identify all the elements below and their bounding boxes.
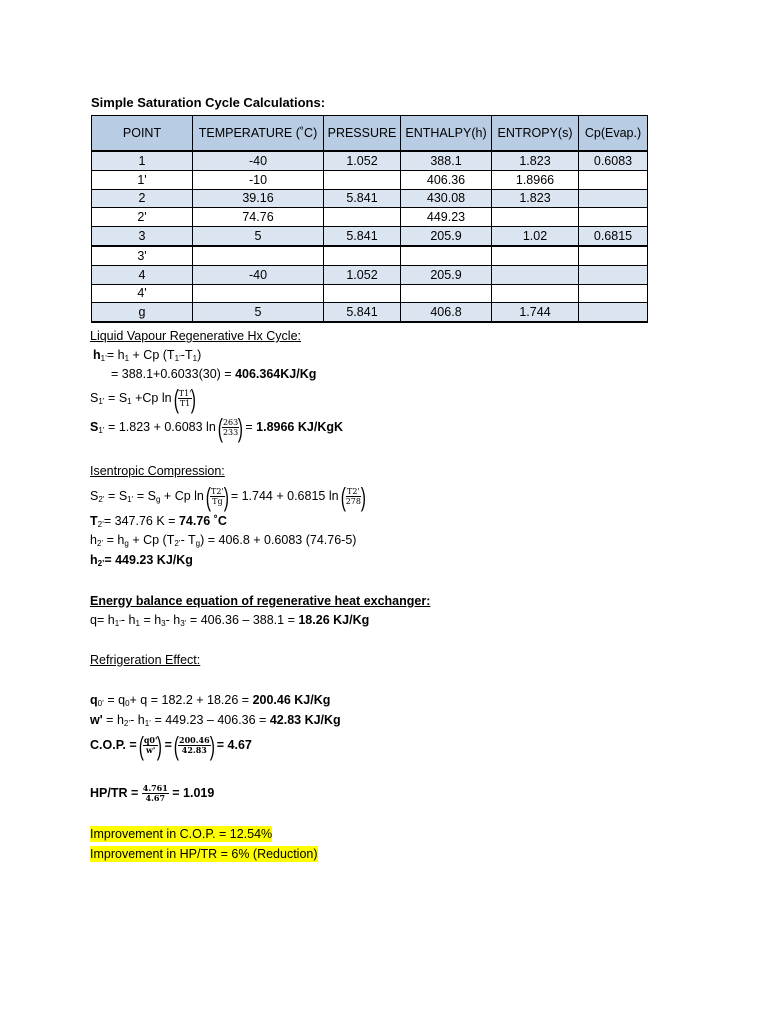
cell-cp-evap	[579, 284, 648, 303]
cell-point: 4'	[92, 284, 193, 303]
cell-entropy: 1.823	[492, 189, 579, 208]
cell-enthalpy: 388.1	[401, 151, 492, 170]
cell-enthalpy	[401, 284, 492, 303]
table-row	[92, 208, 648, 227]
table-row	[92, 284, 648, 303]
cell-point: 3	[92, 227, 193, 246]
lv-heading: Liquid Vapour Regenerative Hx Cycle:	[90, 329, 301, 343]
cell-pressure	[324, 208, 401, 227]
cell-temperature: -40	[193, 265, 324, 284]
col-temperature: TEMPERATURE (˚C)	[193, 116, 324, 152]
col-pressure: PRESSURE	[324, 116, 401, 152]
cell-cp-evap	[579, 208, 648, 227]
cell-temperature: -40	[193, 151, 324, 170]
cell-enthalpy: 205.9	[401, 227, 492, 246]
re-eq-w: $w' = h_{2’}-$ $h_{1’} = 449.23 - 406.36 = 42.83$ KJ/Kg	[90, 713, 341, 728]
cell-temperature: 5	[193, 227, 324, 246]
saturation-cycle-table	[91, 115, 648, 323]
col-cp-evap: Cp(Evap.)	[579, 116, 648, 152]
cell-entropy	[492, 265, 579, 284]
re-heading: Refrigeration Effect:	[90, 653, 201, 667]
cell-point: g	[92, 303, 193, 322]
cell-cp-evap: 0.6815	[579, 227, 648, 246]
table-row	[92, 227, 648, 246]
ic-eq-h2-value: $h_{2’}= 449.23$ KJ/Kg	[90, 553, 193, 568]
cell-pressure	[324, 170, 401, 189]
cell-temperature	[193, 284, 324, 303]
table-row	[92, 246, 648, 265]
cell-enthalpy	[401, 246, 492, 265]
ic-heading: Isentropic Compression:	[90, 464, 225, 478]
table-row	[92, 189, 648, 208]
table-header-row	[92, 116, 648, 152]
cell-cp-evap	[579, 246, 648, 265]
cell-temperature	[193, 246, 324, 265]
page-title: Simple Saturation Cycle Calculations:	[91, 95, 326, 110]
cell-entropy	[492, 284, 579, 303]
cell-cp-evap	[579, 265, 648, 284]
cell-point: 3'	[92, 246, 193, 265]
re-eq-hptr: HP/TR = $\frac{4.761}{4.67}$ = 1.019	[90, 783, 215, 803]
cell-enthalpy: 449.23	[401, 208, 492, 227]
table-row	[92, 265, 648, 284]
cell-temperature: 5	[193, 303, 324, 322]
improvement-hptr: Improvement in HP/TR = 6% (Reduction)	[90, 847, 318, 861]
col-enthalpy: ENTHALPY(h)	[401, 116, 492, 152]
re-eq-cop: C.O.P. = ( $\frac{q0'}{w'}$ ) = ( $\frac{200.46}{42.83}$ ) = 4.67	[90, 730, 252, 761]
cell-enthalpy: 205.9	[401, 265, 492, 284]
cell-entropy: 1.823	[492, 151, 579, 170]
table-row	[92, 151, 648, 170]
cell-cp-evap	[579, 303, 648, 322]
table-row	[92, 170, 648, 189]
cell-cp-evap	[579, 170, 648, 189]
cell-pressure: 5.841	[324, 189, 401, 208]
cell-pressure: 1.052	[324, 265, 401, 284]
table-row	[92, 303, 648, 322]
eb-eq-q: $q= h_{1’}-$ $h_1 = h_3-$ $h_{3’} = 406.36 - 388.1 = 18.26$ KJ/Kg	[90, 613, 370, 628]
lv-eq-h1: $h_{1’}= h_1 + Cp$ $(T_{1’}-T_1)$	[93, 348, 202, 363]
cell-cp-evap: 0.6083	[579, 151, 648, 170]
cell-enthalpy: 430.08	[401, 189, 492, 208]
eb-heading: Energy balance equation of regenerative heat exchanger:	[90, 594, 431, 608]
re-eq-q0: $q_{0’} = q_0+ q = 182.2 + 18.26 = 200.46$ KJ/Kg	[90, 693, 331, 708]
cell-point: 1'	[92, 170, 193, 189]
cell-enthalpy: 406.8	[401, 303, 492, 322]
cell-temperature: 39.16	[193, 189, 324, 208]
cell-cp-evap	[579, 189, 648, 208]
ic-eq-t2: $T_{2’}= 347.76$ K = 74.76 ˚C	[90, 514, 227, 529]
cell-entropy: 1.8966	[492, 170, 579, 189]
improvement-cop: Improvement in C.O.P. = 12.54%	[90, 827, 273, 841]
cell-pressure: 5.841	[324, 227, 401, 246]
lv-eq-s1-value: $S_{1’} = 1.823 + 0.6083$ ln ( $\frac{263}{233}$ ) = 1.8966 KJ/KgK	[90, 412, 344, 443]
ic-eq-h2: $h_{2’} = h_g + Cp$ ($T_{2’}-$ $T_g) = 406.8 + 0.6083$ (74.76-5)	[90, 533, 357, 548]
ic-eq-s2: $S_{2’} = S_{1’} = S_g + Cp$ ln ( $\frac{T2'}{Tg}$ ) = 1.744 + 0.6815 ln ( $\frac{T2'}{278}$ )	[90, 481, 366, 512]
cell-entropy	[492, 246, 579, 265]
lv-eq-h1-value: = 388.1+0.6033(30) = 406.364KJ/Kg	[111, 367, 317, 381]
col-entropy: ENTROPY(s)	[492, 116, 579, 152]
cell-pressure: 5.841	[324, 303, 401, 322]
cell-point: 1	[92, 151, 193, 170]
cell-point: 4	[92, 265, 193, 284]
cell-temperature: 74.76	[193, 208, 324, 227]
cell-pressure	[324, 246, 401, 265]
cell-enthalpy: 406.36	[401, 170, 492, 189]
cell-entropy: 1.02	[492, 227, 579, 246]
cell-point: 2'	[92, 208, 193, 227]
lv-eq-s1: $S_{1’} = S_1 +Cp$ ln ( $\frac{T1'}{T1}$ )	[90, 383, 197, 414]
cell-pressure: 1.052	[324, 151, 401, 170]
cell-temperature: -10	[193, 170, 324, 189]
cell-pressure	[324, 284, 401, 303]
cell-entropy	[492, 208, 579, 227]
cell-point: 2	[92, 189, 193, 208]
cell-entropy: 1.744	[492, 303, 579, 322]
col-point: POINT	[92, 116, 193, 152]
